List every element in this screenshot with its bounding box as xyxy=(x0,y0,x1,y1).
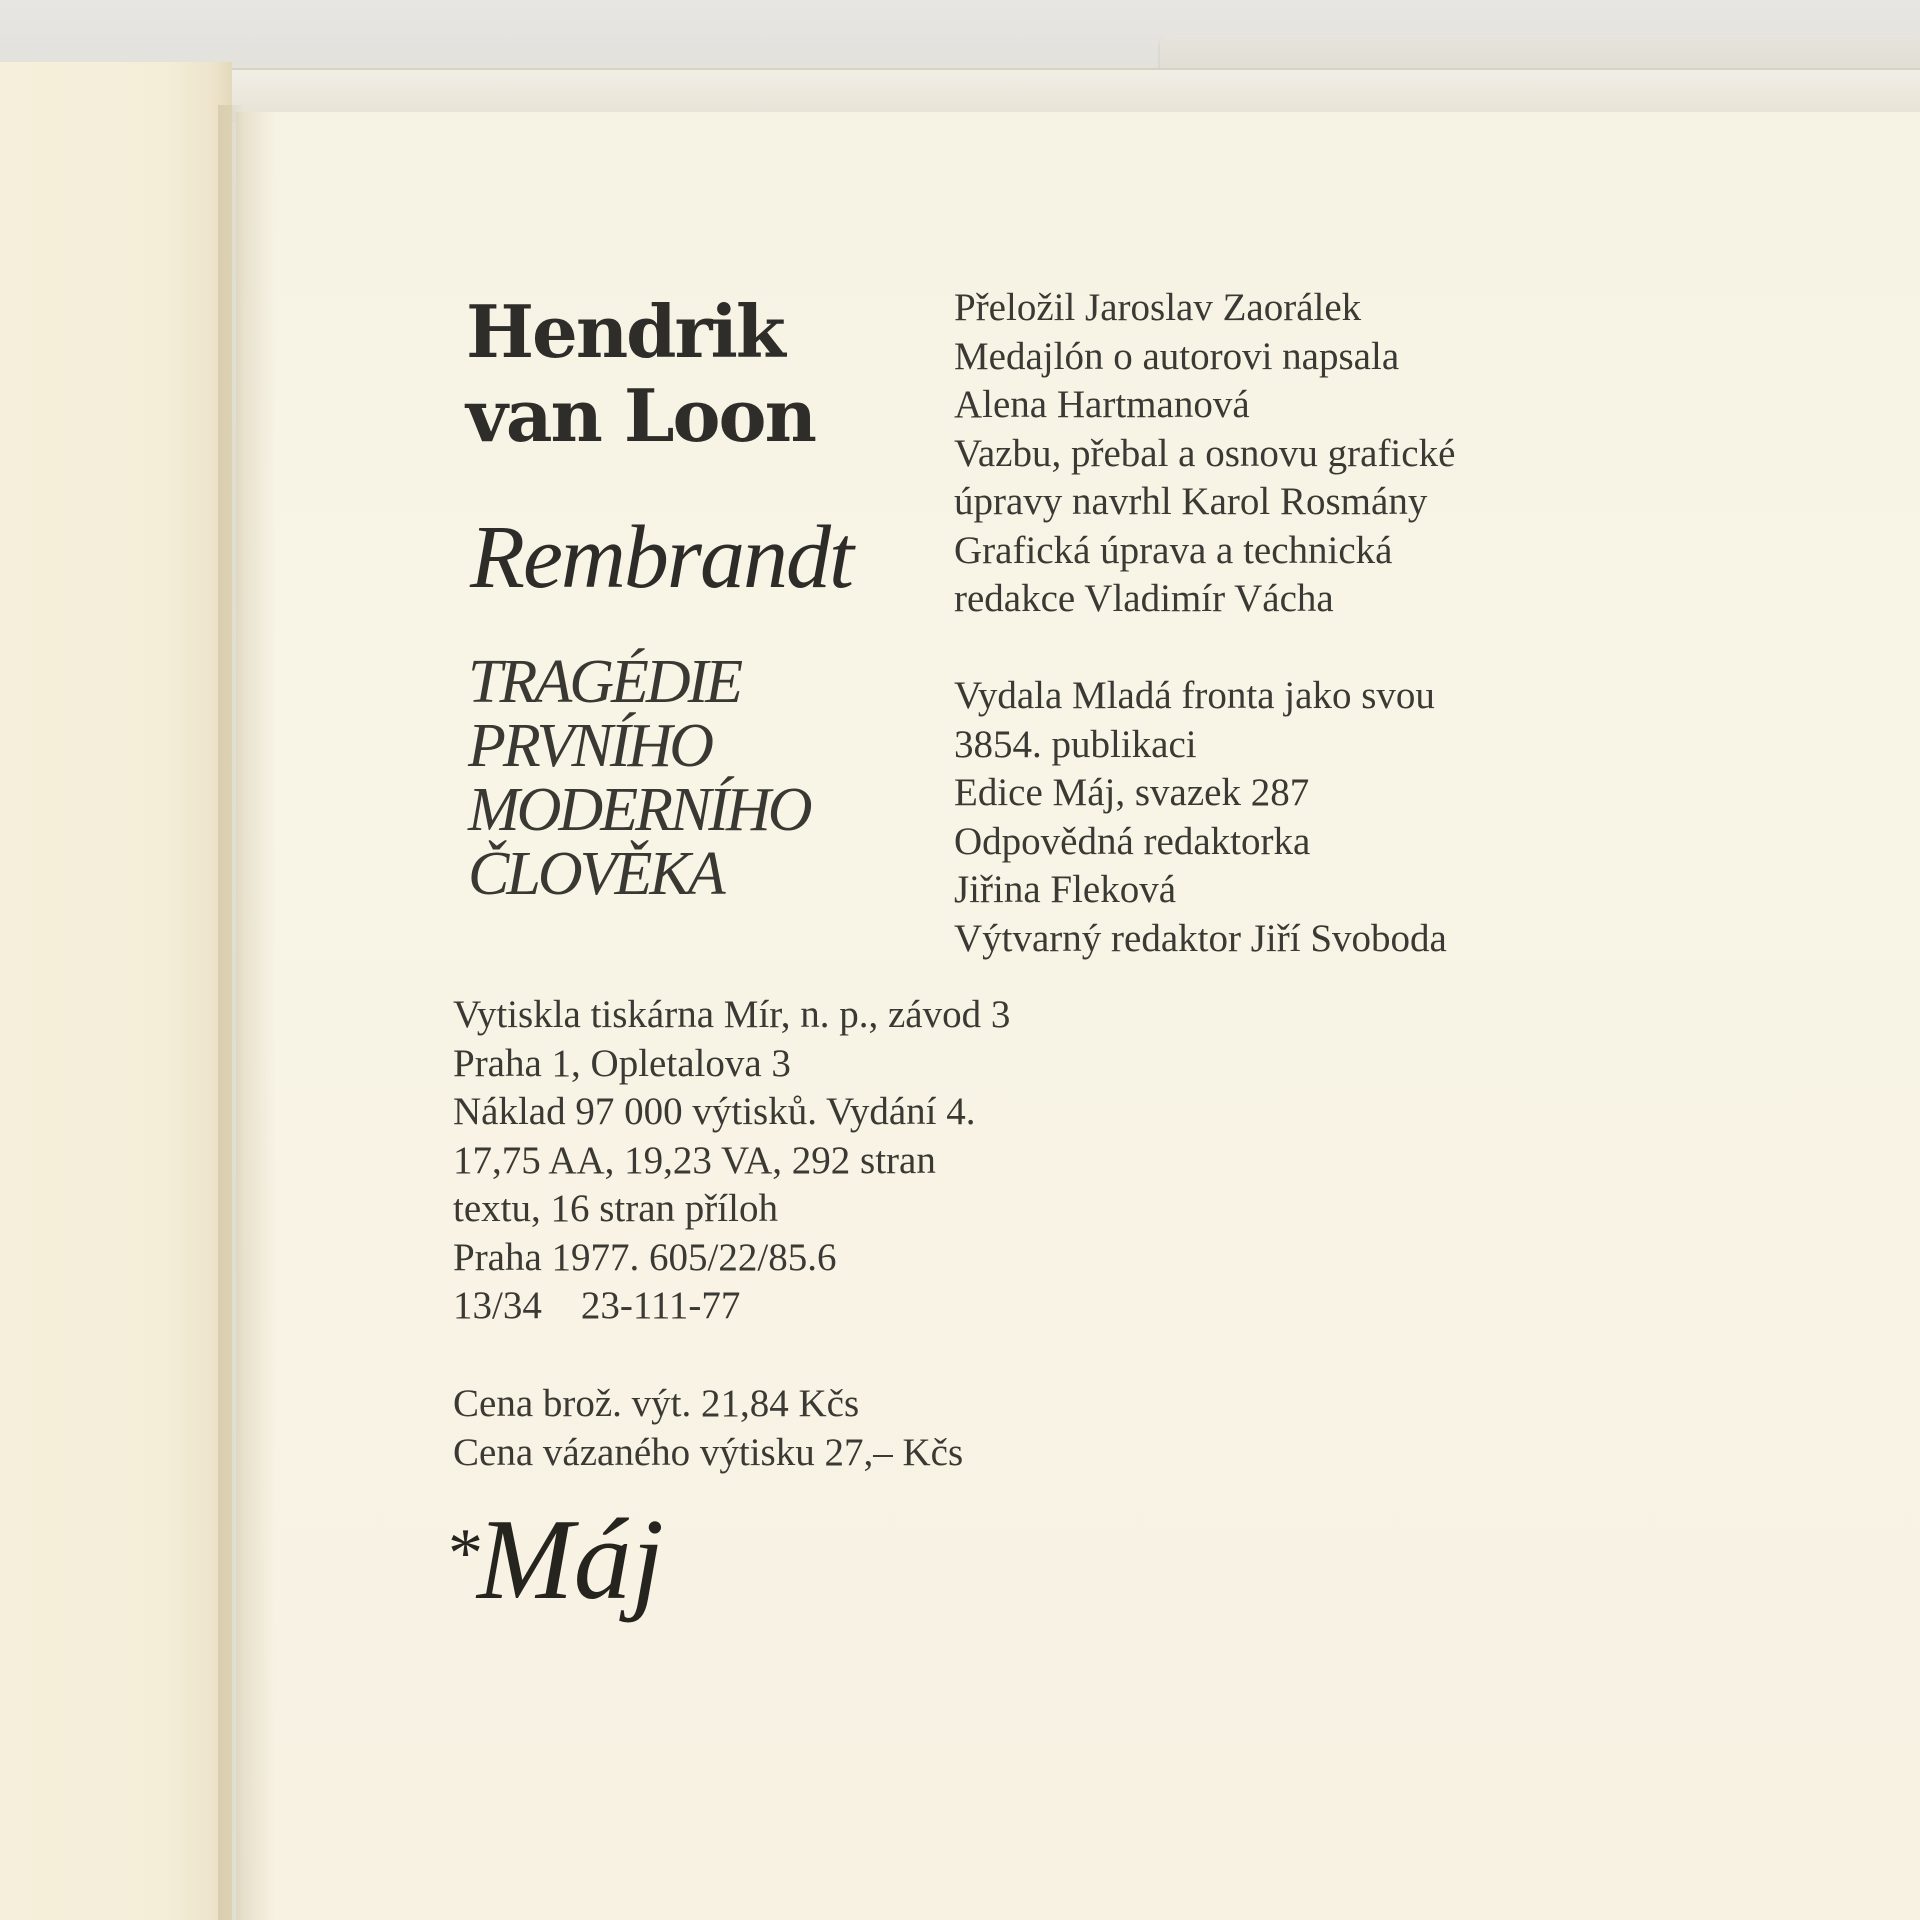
printing-line: 17,75 AA, 19,23 VA, 292 stran xyxy=(453,1138,936,1182)
credit-line: Grafická úprava a technická xyxy=(954,528,1393,572)
credit-line: Alena Hartmanová xyxy=(954,383,1250,426)
credit-line: Medajlón o autorovi napsala xyxy=(954,334,1400,378)
publisher-line: 3854. publikaci xyxy=(954,722,1197,766)
printing-line: textu, 16 stran příloh xyxy=(453,1187,778,1230)
printing-line: Praha 1, Opletalova 3 xyxy=(453,1041,791,1085)
book-gutter xyxy=(218,105,244,1920)
subtitle-line: TRAGÉDIE xyxy=(468,648,741,716)
printing-line: Vytiskla tiskárna Mír, n. p., závod 3 xyxy=(453,993,1011,1036)
publisher-line: Vydala Mladá fronta jako svou xyxy=(954,674,1435,717)
price-line: Cena vázaného výtisku 27,– Kčs xyxy=(453,1430,964,1474)
left-page xyxy=(0,62,232,1920)
printing-line: 13/34 23-111-77 xyxy=(453,1284,741,1327)
publisher-line: Edice Máj, svazek 287 xyxy=(954,771,1310,814)
printing-line: Náklad 97 000 výtisků. Vydání 4. xyxy=(453,1090,976,1133)
credit-line: redakce Vladimír Vácha xyxy=(954,577,1334,620)
credit-line: Přeložil Jaroslav Zaorálek xyxy=(954,286,1362,329)
publisher-block xyxy=(954,672,1447,963)
printing-details xyxy=(453,991,1010,1331)
credit-line: úpravy navrhl Karol Rosmány xyxy=(954,480,1428,523)
credits-block xyxy=(954,284,1455,624)
printing-line: Praha 1977. 605/22/85.6 xyxy=(453,1235,837,1279)
subtitle-line: PRVNÍHO xyxy=(468,712,712,780)
author-name xyxy=(466,290,815,458)
maj-edition-logo xyxy=(448,1495,664,1625)
book-subtitle xyxy=(468,650,810,906)
publisher-line: Jiřina Fleková xyxy=(954,868,1177,911)
subtitle-line: ČLOVĚKA xyxy=(468,840,723,908)
book-title: Rembrandt xyxy=(470,508,852,607)
publisher-line: Výtvarný redaktor Jiří Svoboda xyxy=(954,916,1447,960)
author-first-line: Hendrik xyxy=(466,289,784,374)
price-line: Cena brož. výt. 21,84 Kčs xyxy=(453,1382,860,1425)
star-icon: * xyxy=(448,1515,483,1592)
credit-line: Vazbu, přebal a osnovu grafické xyxy=(954,431,1456,475)
subtitle-line: MODERNÍHO xyxy=(468,776,810,844)
logo-text: Máj xyxy=(477,1496,664,1624)
publisher-line: Odpovědná redaktorka xyxy=(954,819,1311,863)
price-block xyxy=(453,1380,963,1477)
author-second-line: van Loon xyxy=(466,373,815,458)
